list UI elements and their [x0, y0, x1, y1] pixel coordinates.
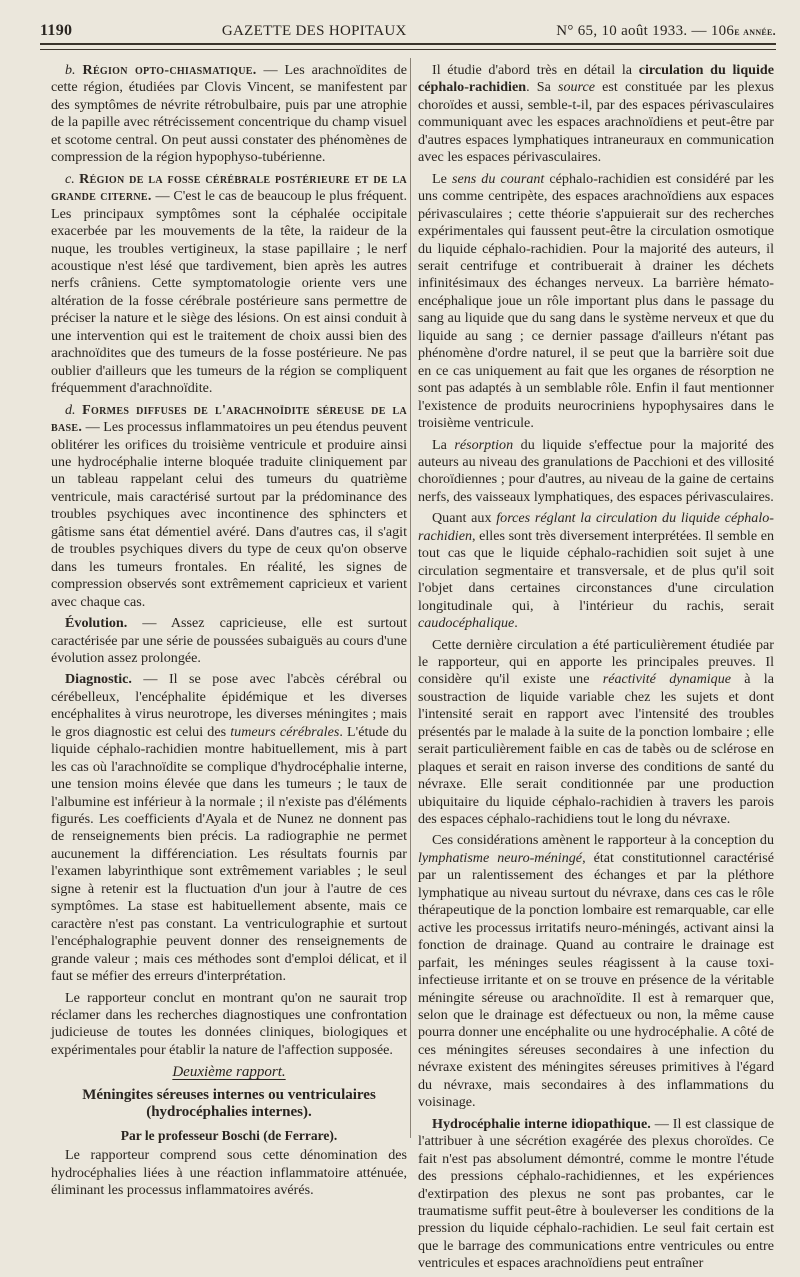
section-b: [51, 62, 407, 167]
section-b-title: Région opto-chiasmatique.: [82, 62, 257, 78]
lymphatism-term: lymphatisme neuro-méningé: [418, 849, 583, 866]
text-run: — Il est classique de l'attribuer à une sécrétion exagérée des plexus choroïdes. Ce fait n'est pas absolument démontré, comme le montre l'étude des pressions céphalo-rachidiennes, et les expériences d'extirpation des plexus ne sont pas probantes, car le traumatisme suffit peut-être à bouleverser les conditions de la pression du liquide céphalo-rachidien. Le seul fait certain est que le barrage des communications entre ventricules ou entre ventricules et espaces arachnoïdiens peut entraîner: [418, 1115, 774, 1272]
text-run: Cette dernière circulation a été particulièrement étudiée par le rapporteur, qui en apporte les principales preuves. Il considère qu'il existe une: [418, 636, 774, 688]
forces-term: forces réglant la circulation du liquide céphalo-rachidien: [418, 510, 774, 544]
diagnostic-paragraph: [51, 671, 407, 985]
section-c-title: Région de la fosse cérébrale postérieure et de la grande citerne.: [51, 170, 407, 205]
left-column: [51, 62, 407, 1204]
dynamic-reactivity-paragraph: [418, 637, 774, 829]
lymphatism-paragraph: [418, 832, 774, 1111]
conclusion-paragraph: Le rapporteur conclut en montrant qu'on ne saurait trop réclamer dans les recherches diagnostiques une confrontation judicieuse de toutes les données cliniques, biologiques et expérimentales pour établir la nature de l'affection supposée.: [51, 989, 407, 1058]
evolution-text: — Assez capricieuse, elle est surtout caractérisée par une série de poussées subaiguës au cours d'une évolution assez prolongée.: [51, 615, 407, 666]
section-c: [51, 171, 407, 398]
text-run: Il étudie d'abord très en détail la: [432, 62, 639, 78]
running-header: [40, 22, 776, 40]
diagnostic-text-2: . L'étude du liquide céphalo-rachidien montre habituellement, mis à part les cas où l'arachnoïdite se complique d'hydrocéphalie interne, une tension moins élevée que dans les tumeurs ; le taux de l'albumine est inférieur à la normale ; il n'existe pas d'éléments figurés. Les coefficients d'Ayala et de Nunez ne donnent pas de renseignements bien précis. La radiographie ne permet aucunement la différenciation. Les résultats fournis par l'examen labyrinthique sont extrêmement variables ; le seul signe à retenir est la fluctuation d'un jour à l'autre de ces symptômes. La stase est habituellement absente, mais ce caractère n'est pas constant. La ventriculographie et surtout l'encéphalographie peuvent donner des renseignements de grande valeur ; mais ces méthodes sont d'emploi délicat, et il faut se méfier des erreurs d'interprétation.: [51, 723, 407, 985]
text-run: .: [514, 615, 518, 632]
text-run: La: [432, 436, 455, 453]
idiopathic-hydrocephalus-title: Hydrocéphalie interne idiopathique.: [432, 1115, 651, 1132]
section-c-label: c.: [65, 170, 75, 187]
resorption-paragraph: [418, 437, 774, 507]
section-d-text: — Les processus inflammatoires un peu étendus peuvent oblitérer les orifices du troisième ventricule et produire ainsi une hydrocéphalie interne bloquée traduite cliniquement par un tableau rappelant celui des tumeurs du quatrième ventricule, mais caractérisé surtout par la prédominance des troubles psychiques avec incontinence des sphincters et gâtisme sans état démentiel avéré. Dans d'autres cas, il s'agit de troubles psychiques divers du type de ceux qu'on observe dans les tumeurs frontales. En réalité, les signes de compression observés sont extrêmement capricieux et varient avec chaque cas.: [51, 419, 408, 610]
diagnostic-italic: tumeurs cérébrales: [230, 723, 340, 740]
column-divider: [410, 58, 411, 1138]
section-d-title: Formes diffuses de l'arachnoïdite séreuse de la base.: [51, 401, 407, 436]
second-report-heading: [51, 1064, 407, 1081]
diagnostic-title: Diagnostic.: [65, 671, 132, 688]
text-run: est constituée par les plexus choroïdes et aussi, semble-t-il, par des espaces périvasculaires communiquant avec les espaces arachnoïdiens et peut-être par d'autres espaces lymphatiques intraneuraux en communication avec les espaces périvasculaires.: [418, 79, 774, 166]
journal-title: GAZETTE DES HOPITAUX: [221, 23, 407, 39]
second-report-label: Deuxième rapport.: [172, 1064, 286, 1081]
text-run: du liquide s'effectue pour la majorité des auteurs au niveau des granulations de Pacchioni et des villosité choroïdiennes ; pour d'autres, au niveau de la gaine de certains nerfs, des vaisseaux lymphatiques, des espaces périvasculaires.: [418, 436, 775, 505]
text-run: Le: [432, 170, 452, 187]
page-number: 1190: [40, 22, 73, 39]
source-term: source: [557, 79, 596, 96]
header-rule: [40, 43, 776, 50]
text-run: Ces considérations amènent le rapporteur à la conception du: [432, 832, 774, 849]
second-report-author-text: Par le professeur Boschi (de Ferrare).: [120, 1127, 338, 1143]
circulation-paragraph: [418, 62, 774, 167]
current-direction-term: sens du courant: [451, 170, 545, 187]
second-report-title-line-1: Méningites séreuses internes ou ventriculaires: [82, 1086, 376, 1103]
evolution-paragraph: [51, 615, 407, 667]
section-d: [51, 402, 407, 611]
idiopathic-hydrocephalus-paragraph: [418, 1116, 774, 1273]
section-d-label: d.: [65, 401, 76, 418]
second-report-intro: Le rapporteur comprend sous cette dénomination des hydrocéphalies liées à une réaction inflammatoire atténuée, éliminant les processus inflammatoires avérés.: [51, 1147, 407, 1199]
diagnostic-text-1: — Il se pose avec l'abcès cérébral ou cérébelleux, l'encéphalite épidémique et les diverses encéphalites à virus neurotrope, les diverses méningites ; mais le gros diagnostic est celui des: [51, 671, 407, 740]
text-run: à la soustraction de liquide variable chez les sujets et dont l'intensité serait en rapport avec l'intensité des troubles présentés par le malade à la suite de la ponction lombaire ; elle serait particulièrement faible en cas de tabès ou de sclérose en plaques et serait en raison inverse des conditions de santé du névraxe. Elle serait conditionnée par une production ubiquitaire du liquide céphalo-rachidien à travers les parois des espaces céphalo-rachidiens tout le long du névraxe.: [418, 671, 774, 828]
circulation-term: circulation du liquide céphalo-rachidien: [418, 62, 775, 96]
caudocephalic-term: caudocéphalique: [418, 615, 515, 632]
issue-year-suffix: e année.: [734, 24, 776, 38]
section-b-label: b.: [65, 62, 76, 78]
dynamic-reactivity-term: réactivité dynamique: [602, 671, 732, 688]
second-report-author: [51, 1127, 407, 1145]
text-run: , état constitutionnel caractérisé par un ralentissement des échanges et par la pléthore lymphatique au niveau surtout du névraxe, dans ces cas le rôle thérapeutique de la ponction lombaire est remarquable, car elle active les processus irritatifs neuro-méningés, activant ainsi la fonction de drainage. Quand au contraire le drainage est parfait, les méninges seules réagissent à la cause toxi-infectieuse irritante et on se trouve en présence de la véritable méningite séreuse ou arachnoïdite. Il est à remarquer que, selon que le drainage est défectueux ou non, la même cause pourra donner une encéphalite ou une hydrocéphalie. A côté de ces méningites séreuses secondaires à une infection du névraxe existent des méningites séreuses primitives à l'égard du névraxe, mais secondaires à des inflammations du voisinage.: [418, 849, 774, 1111]
second-report-title: [51, 1087, 407, 1122]
second-report-title-line-2: (hydrocéphalies internes).: [146, 1104, 312, 1121]
resorption-term: résorption: [454, 436, 514, 453]
right-column: [418, 62, 774, 1277]
evolution-title: Évolution.: [65, 615, 128, 632]
section-b-text: — Les arachnoïdites de cette région, étudiées par Clovis Vincent, se manifestent par des symptômes de névrite rétrobulbaire, puis par une atrophie de la papille avec rétrécissement concentrique du champ visuel et scotome central. On peut aussi constater des phénomènes de compression de la région hypophyso-tubérienne.: [51, 62, 407, 166]
text-run: céphalo-rachidien est considéré par les uns comme centripète, des espaces arachnoïdiens aux espaces périvasculaires ; cette théorie s'appuierait sur des recherches expérimentales qui faussent peut-être la circulation osmotique du liquide céphalo-rachidien. Pour la majorité des auteurs, il serait centrifuge et contribuerait à drainer les déchets infinitésimaux des échanges nerveux. La barrière hémato-encéphalique joue un rôle important plus dans le passage du sang au liquide que du sang dans le système nerveux et que du liquide au sang ; ce dernier passage d'ailleurs n'étant pas phénomène d'ordre naturel, il se peut que la barrière soit due en ce cas uniquement au fait que les organes de résorption ne sont pas adaptés à un semblable rôle. Enfin il faut mentionner l'existence de produits neurocriniens hypophysaires dans le troisième ventricule.: [418, 170, 774, 432]
issue-info: [556, 23, 776, 40]
current-direction-paragraph: [418, 171, 774, 433]
text-run: . Sa: [526, 79, 558, 96]
forces-paragraph: [418, 510, 774, 632]
text-run: Quant aux: [432, 510, 497, 527]
issue-date: N° 65, 10 août 1933. — 106: [556, 23, 735, 39]
section-c-text: — C'est le cas de beaucoup le plus fréquent. Les principaux symptômes sont la céphalée occipitale exacerbée par les mouvements de la tête, la raideur de la nuque, les troubles vertigineux, la stase papillaire ; le nerf acoustique n'est lésé que tardivement, bien après les autres nerfs crâniens. Cette symptomatologie oriente vers une altération de la fosse cérébrale postérieure sans permettre de préciser la nature et le siège des lésions. On est ainsi conduit à une intervention qui est le traitement de choix aussi bien des arachnoïdites que des tumeurs de la fosse postérieure. Ne pas oublier d'ailleurs que les tumeurs de la région se compliquent fréquemment d'arachnoïdite.: [51, 188, 407, 397]
text-run: , elles sont très diversement interprétées. Il semble en tout cas que le liquide céphalo-rachidien soit sujet à une circulation segmentaire et transversale, et de plus qu'il soit l'objet dans certaines circonstances d'une circulation longitudinale qui, à l'intérieur du rachis, serait: [418, 527, 774, 614]
